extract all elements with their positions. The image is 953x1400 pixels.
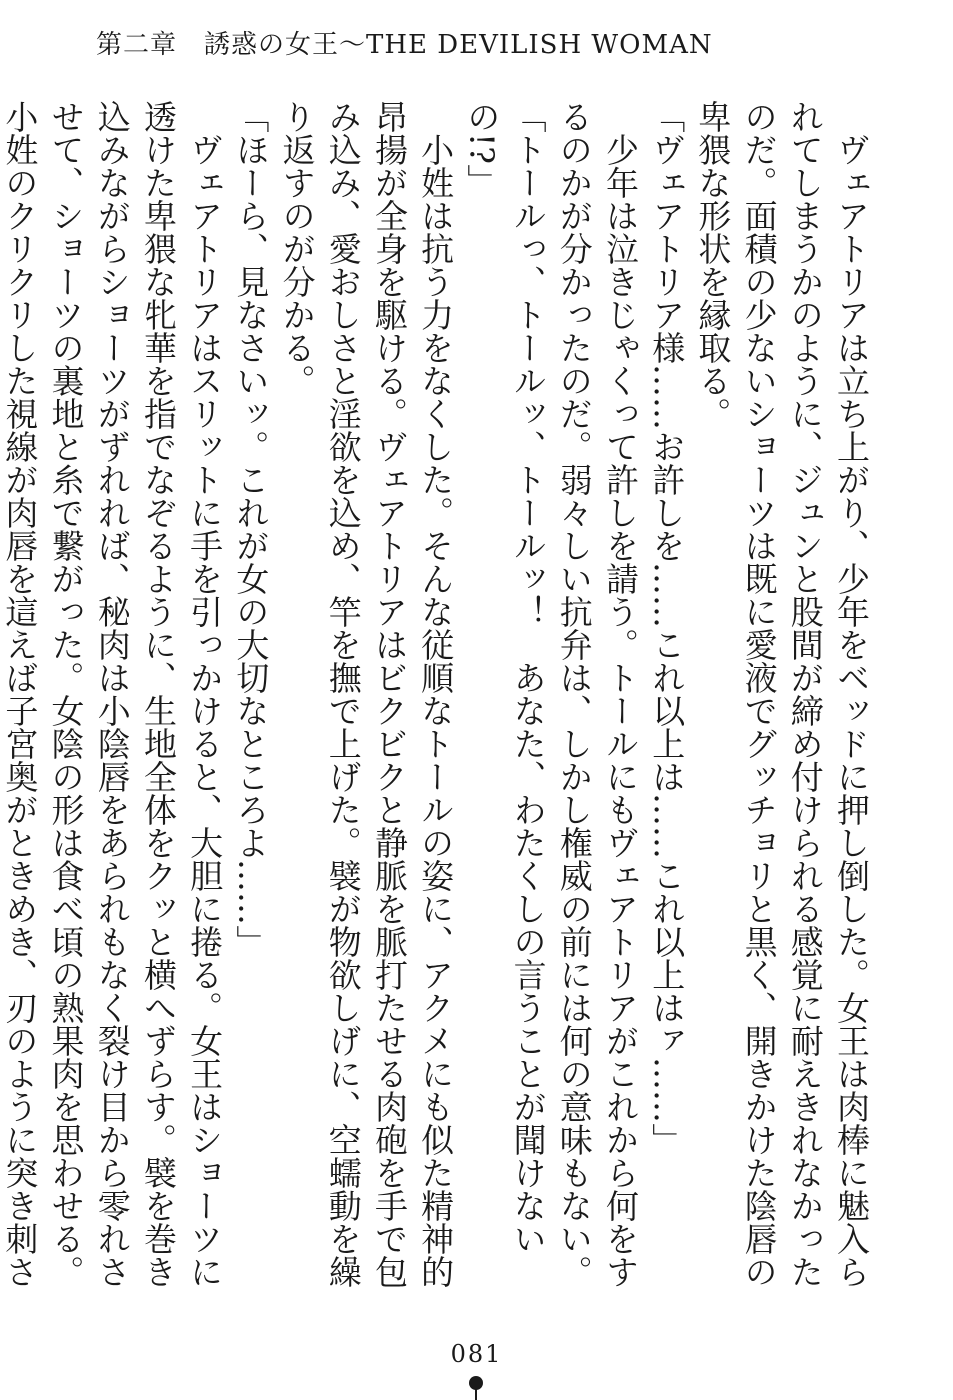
running-header: 第二章 誘惑の女王〜THE DEVILISH WOMAN xyxy=(96,30,713,60)
dialogue-line: 「ヴェアトリア様……お許しを……これ以上は……これ以上はァ……」 xyxy=(647,100,687,1156)
paragraph: 小姓は抗う力をなくした。そんな従順なトールの姿に、アクメにも似た精神的昂揚が全身を駆ける。ヴェアトリアはビクビクと静脈を脈打たせる肉砲を手で包み込み、愛おしさと淫欲を込め、竿を撫で上げた。襞が物欲しげに、空蠕動を繰り返すのが分かる。 xyxy=(277,100,456,1288)
dialogue-line: 「トールっ、トールッ、トールッ！ あなた、わたくしの言うことが聞けないの!?」 xyxy=(462,100,548,1255)
vertical-body-text xyxy=(0,100,874,1300)
page-marker-stem xyxy=(475,1388,477,1400)
paragraph: 少年は泣きじゃくって許しを請う。トールにもヴェアトリアがこれから何をするのかが分かったのだ。弱々しい抗弁は、しかし権威の前には何の意味もない。 xyxy=(554,100,640,1288)
paragraph: ヴェアトリアはスリットに手を引っかけると、大胆に捲る。女王はショーツに透けた卑猥な牝華を指でなぞるように、生地全体をクッと横へずらす。襞を巻き込みながらショーツがずれれば、秘肉は小陰唇をあられもなく裂け目から零れさせて、ショーツの裏地と糸で繋がった。女陰の形は食べ頃の熟果肉を思わせる。小姓のクリクリした視線が肉唇を這えば子宮奥がときめき、刃のように突き刺さ xyxy=(0,100,225,1288)
paragraph: ヴェアトリアは立ち上がり、少年をベッドに押し倒した。女王は肉棒に魅入られてしまうかのように、ジュンと股間が締め付けられる感覚に耐えきれなかったのだ。面積の少ないショーツは既に愛液でグッチョリと黒く、開きかけた陰唇の卑猥な形状を縁取る。 xyxy=(693,100,871,1288)
page-number: 081 xyxy=(450,1340,503,1368)
dialogue-line: 「ほーら、見なさいッ。これが女の大切なところよ……」 xyxy=(231,100,271,958)
